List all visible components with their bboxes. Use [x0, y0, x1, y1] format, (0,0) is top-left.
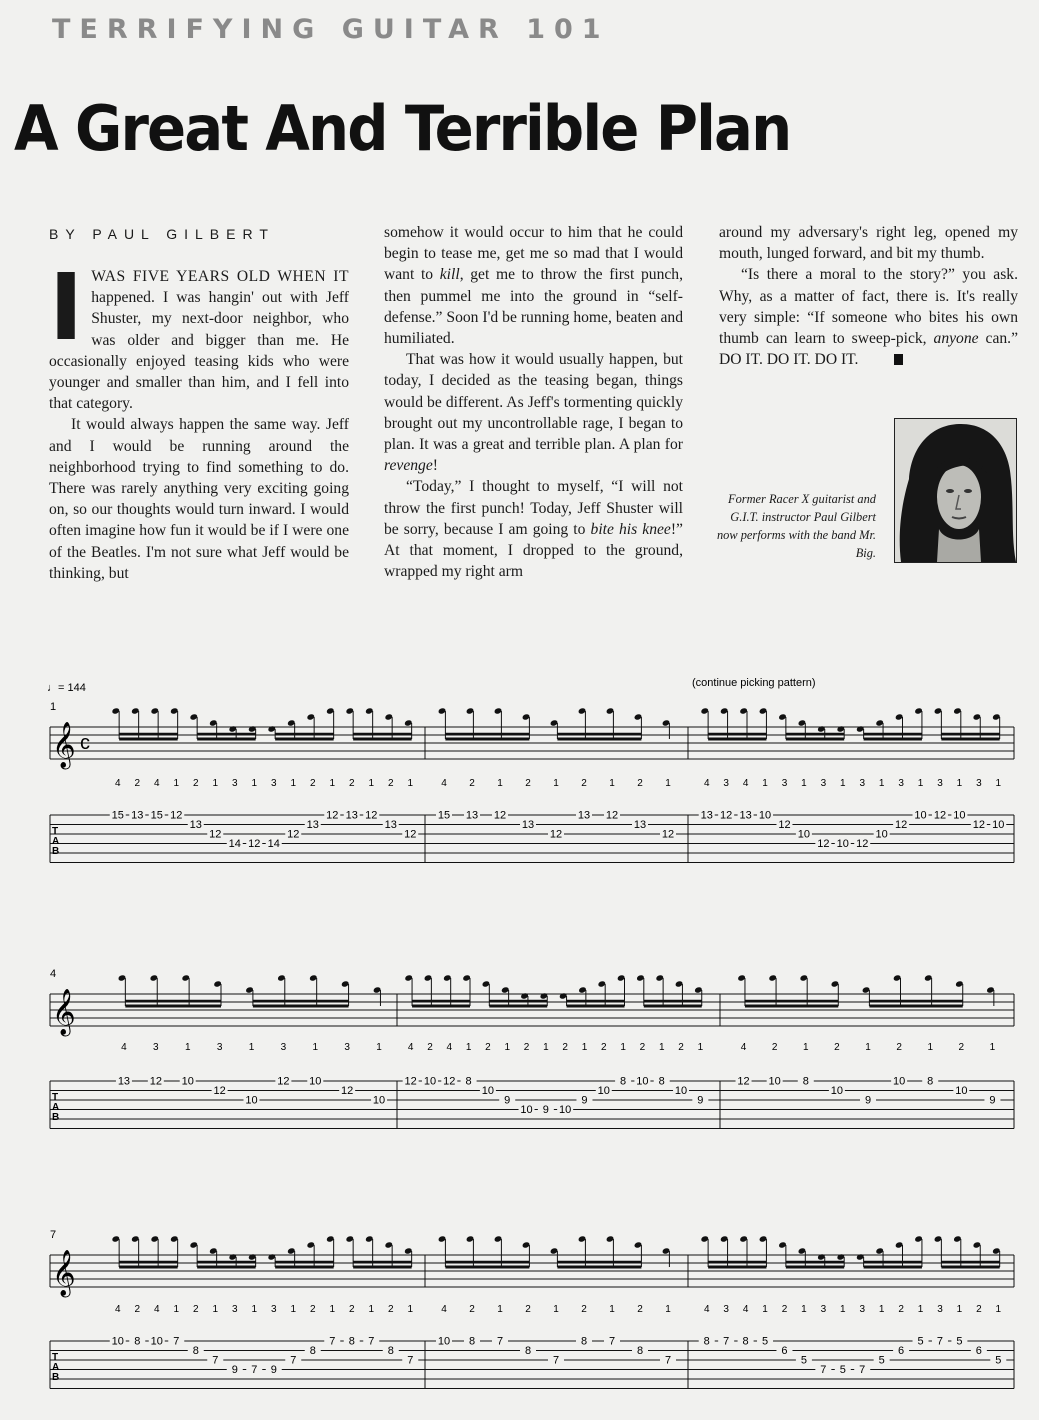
tab-fret-number: 14 — [228, 838, 241, 850]
fingering-number: 2 — [485, 1042, 491, 1053]
tab-fret-number: 7 — [251, 1364, 258, 1376]
tab-fret-number: 10 — [309, 1075, 322, 1088]
fingering-number: 1 — [801, 778, 807, 789]
tab-fret-number: 8 — [465, 1075, 472, 1088]
fingering-number: 1 — [290, 778, 297, 789]
fingering-number: 1 — [312, 1042, 319, 1053]
tab-fret-number: 12 — [894, 819, 908, 831]
fingering-number: 1 — [368, 1304, 375, 1315]
tab-fret-number: 6 — [975, 1345, 982, 1357]
tab-fret-number: 13 — [306, 819, 319, 831]
time-signature: c — [80, 732, 90, 754]
tab-fret-number: 7 — [820, 1364, 827, 1376]
tab-fret-number: 6 — [781, 1345, 788, 1357]
tab-fret-number: 8 — [348, 1335, 355, 1348]
paragraph-text: !” At that moment, I dropped to the ground, wrapped my right arm — [384, 520, 683, 581]
fingering-number: 1 — [878, 1304, 885, 1315]
tab-fret-number: 7 — [368, 1335, 375, 1348]
fingering-number: 1 — [212, 778, 219, 789]
tab-fret-number: 7 — [173, 1335, 180, 1348]
tab-fret-number: 12 — [856, 838, 869, 850]
fingering-number: 4 — [742, 778, 749, 789]
fingering-number: 1 — [251, 778, 258, 789]
paragraph-text: “Is there a moral to the story?” you ask. Why, as a matter of fact, there is. It's really very simple: “If someone who bites his own thumb can learn to sweep-pick, — [719, 266, 1018, 348]
fingering-number: 4 — [407, 1042, 414, 1053]
paragraph — [384, 349, 683, 476]
fingering-number: 2 — [834, 1042, 840, 1053]
tab-fret-number: 9 — [231, 1364, 238, 1376]
tab-fret-number: 13 — [633, 819, 647, 831]
tab-fret-number: 12 — [209, 828, 222, 841]
fingering-number: 4 — [446, 1042, 453, 1053]
tab-fret-number: 12 — [737, 1075, 750, 1088]
fingering-number: 4 — [153, 1304, 160, 1315]
drop-cap: I — [49, 254, 84, 361]
tab-fret-number: 10 — [597, 1085, 610, 1097]
tab-fret-number: 8 — [309, 1345, 316, 1357]
tab-fret-number: 7 — [664, 1354, 672, 1367]
emphasis: revenge — [384, 457, 433, 475]
fingering-number: 2 — [771, 1042, 778, 1053]
fingering-number: 2 — [581, 778, 587, 789]
fingering-number: 2 — [348, 1304, 355, 1315]
fingering-number: 3 — [231, 778, 238, 789]
fingering-number: 4 — [742, 1304, 749, 1315]
tab-fret-number: 8 — [742, 1335, 749, 1348]
tab-fret-number: 10 — [181, 1075, 194, 1088]
tab-fret-number: 8 — [927, 1075, 934, 1088]
tab-fret-number: 10 — [111, 1335, 124, 1348]
tab-fret-number: 15 — [150, 809, 163, 822]
tab-clef-letter: A — [52, 1362, 60, 1373]
fingering-number: 1 — [329, 1304, 336, 1315]
tab-fret-number: 12 — [720, 809, 733, 822]
tab-fret-number: 8 — [636, 1345, 644, 1357]
tab-fret-number: 13 — [700, 809, 713, 822]
fingering-number: 1 — [665, 1304, 671, 1315]
tab-fret-number: 5 — [761, 1335, 769, 1348]
photo-caption: Former Racer X guitarist and G.I.T. instructor Paul Gilbert now performs with the band Mr. Big. — [716, 492, 876, 560]
fingering-number: 2 — [678, 1042, 684, 1053]
tab-fret-number: 13 — [465, 809, 479, 822]
fingering-number: 2 — [192, 778, 199, 789]
article-title: A Great And Terrible Plan — [14, 92, 791, 165]
tab-fret-number: 12 — [213, 1085, 226, 1097]
emphasis: kill — [439, 266, 460, 284]
treble-clef-icon: 𝄞 — [52, 723, 76, 767]
tab-fret-number: 13 — [131, 809, 144, 822]
fingering-number: 1 — [762, 1304, 768, 1315]
tab-fret-number: 7 — [552, 1354, 560, 1367]
fingering-number: 2 — [387, 1304, 394, 1315]
fingering-number: 1 — [762, 778, 768, 789]
tab-fret-number: 10 — [953, 809, 966, 822]
fingering-number: 1 — [609, 778, 615, 789]
tab-fret-number: 9 — [504, 1094, 511, 1107]
tab-fret-number: 8 — [192, 1345, 199, 1357]
tab-fret-number: 10 — [520, 1104, 533, 1116]
measure-number: 1 — [50, 701, 57, 713]
emphasis: bite his knee — [590, 520, 671, 538]
tab-fret-number: 8 — [620, 1075, 627, 1088]
tab-fret-number: 12 — [404, 1075, 417, 1088]
tab-fret-number: 8 — [703, 1335, 710, 1348]
tab-fret-number: 12 — [549, 828, 563, 841]
fingering-number: 1 — [865, 1042, 871, 1053]
treble-clef-icon: 𝄞 — [52, 1251, 76, 1295]
tab-fret-number: 8 — [134, 1335, 141, 1348]
tab-fret-number: 10 — [559, 1104, 572, 1116]
tab-fret-number: 8 — [580, 1335, 588, 1348]
fingering-number: 2 — [976, 1304, 982, 1315]
byline: BY PAUL GILBERT — [49, 226, 275, 242]
tab-fret-number: 15 — [111, 809, 124, 822]
fingering-number: 3 — [859, 1304, 865, 1315]
tab-fret-number: 12 — [493, 809, 507, 822]
fingering-number: 1 — [290, 1304, 297, 1315]
tab-fret-number: 10 — [892, 1075, 906, 1088]
fingering-number: 2 — [898, 1304, 904, 1315]
tab-fret-number: 8 — [387, 1345, 394, 1357]
fingering-number: 1 — [173, 1304, 180, 1315]
fingering-number: 1 — [995, 1304, 1002, 1315]
fingering-number: 2 — [134, 778, 141, 789]
tab-fret-number: 12 — [404, 828, 417, 841]
tab-fret-number: 15 — [437, 809, 451, 822]
paragraph: It would always happen the same way. Jeff and I would be running around the neighborhood trying to find something to do. There was rarely anything very exciting going on, so our thoughts would turn inward. I would often imagine how fun it would be if I were one of the Beatles. I'm not sure what Jeff would be thinking, but — [49, 416, 349, 582]
tab-fret-number: 8 — [802, 1075, 809, 1088]
section-kicker: TERRIFYING GUITAR 101 — [52, 14, 610, 45]
fingering-number: 1 — [989, 1042, 996, 1053]
tab-fret-number: 12 — [778, 819, 791, 831]
fingering-number: 1 — [497, 778, 503, 789]
tab-fret-number: 7 — [329, 1335, 336, 1348]
fingering-number: 1 — [609, 1304, 615, 1315]
fingering-number: 4 — [441, 778, 447, 789]
paragraph-text: , get me to throw the first punch, then pummel me into the ground in “self-defense.” Soon I'd be running home, beaten and humiliated. — [384, 266, 683, 348]
fingering-number: 1 — [956, 1304, 963, 1315]
tab-fret-number: 7 — [496, 1335, 504, 1348]
fingering-number: 4 — [114, 1304, 121, 1315]
tab-clef-letter: B — [52, 1372, 60, 1383]
fingering-number: 3 — [153, 1042, 159, 1053]
fingering-number: 1 — [329, 778, 336, 789]
tab-fret-number: 5 — [995, 1354, 1002, 1367]
tab-fret-number: 10 — [437, 1335, 451, 1348]
fingering-number: 1 — [553, 1304, 559, 1315]
tab-fret-number: 5 — [878, 1354, 885, 1367]
tab-fret-number: 10 — [481, 1085, 495, 1097]
treble-clef-icon: 𝄞 — [52, 990, 76, 1034]
tab-fret-number: 10 — [636, 1075, 649, 1088]
fingering-number: 1 — [407, 1304, 414, 1315]
author-photo — [894, 418, 1017, 563]
fingering-number: 2 — [192, 1304, 199, 1315]
fingering-number: 3 — [937, 1304, 943, 1315]
paragraph-text: can.” DO IT. DO IT. DO IT. — [719, 330, 1019, 369]
fingering-number: 1 — [840, 1304, 846, 1315]
tab-fret-number: 12 — [170, 809, 183, 822]
fingering-number: 1 — [184, 1042, 191, 1053]
fingering-number: 2 — [309, 778, 316, 789]
fingering-number: 2 — [525, 1304, 531, 1315]
tab-fret-number: 12 — [277, 1075, 290, 1088]
tab-fret-number: 12 — [605, 809, 619, 822]
tab-fret-number: 12 — [972, 819, 985, 831]
tab-fret-number: 14 — [267, 838, 280, 850]
fingering-number: 3 — [781, 778, 788, 789]
fingering-number: 1 — [840, 778, 846, 789]
music-notation — [0, 660, 1039, 1410]
tab-fret-number: 10 — [372, 1094, 386, 1107]
article-column-1 — [49, 254, 349, 584]
fingering-number: 3 — [216, 1042, 223, 1053]
tab-fret-number: 10 — [830, 1085, 844, 1097]
end-mark-icon — [894, 354, 903, 365]
paragraph — [384, 222, 683, 349]
tempo-marking: ♩= 144 — [47, 682, 86, 694]
tab-fret-number: 12 — [326, 809, 339, 822]
fingering-number: 1 — [801, 1304, 807, 1315]
fingering-number: 4 — [740, 1042, 747, 1053]
fingering-number: 1 — [251, 1304, 258, 1315]
tab-fret-number: 7 — [290, 1354, 297, 1367]
fingering-number: 1 — [465, 1042, 472, 1053]
tab-fret-number: 5 — [917, 1335, 924, 1348]
notation-area — [0, 660, 1039, 1415]
tab-fret-number: 7 — [859, 1364, 866, 1376]
fingering-number: 1 — [620, 1042, 626, 1053]
fingering-number: 1 — [212, 1304, 219, 1315]
paragraph-text: somehow it would occur to him that he could begin to tease me, get me so mad that I would want to — [384, 224, 683, 284]
lead-in-caps: WAS FIVE YEARS OLD WHEN IT — [91, 268, 349, 285]
tab-fret-number: 12 — [443, 1075, 456, 1088]
tab-fret-number: 12 — [933, 809, 947, 822]
fingering-number: 2 — [309, 1304, 316, 1315]
fingering-number: 2 — [348, 778, 355, 789]
paragraph — [384, 476, 683, 582]
fingering-number: 3 — [937, 778, 943, 789]
fingering-number: 1 — [802, 1042, 809, 1053]
article-column-2 — [384, 222, 683, 582]
fingering-number: 3 — [859, 778, 865, 789]
tab-fret-number: 7 — [608, 1335, 616, 1348]
fingering-number: 3 — [270, 778, 277, 789]
tab-fret-number: 8 — [658, 1075, 665, 1088]
fingering-number: 2 — [637, 778, 643, 789]
tab-clef-letter: T — [52, 1092, 59, 1103]
tab-fret-number: 10 — [836, 838, 849, 850]
fingering-number: 1 — [917, 778, 924, 789]
fingering-number: 2 — [427, 1042, 433, 1053]
fingering-number: 2 — [781, 1304, 788, 1315]
fingering-number: 2 — [896, 1042, 902, 1053]
tab-fret-number: 10 — [150, 1335, 163, 1348]
tab-fret-number: 7 — [407, 1354, 414, 1367]
tab-clef-letter: B — [52, 846, 60, 857]
fingering-number: 1 — [956, 778, 963, 789]
paragraph-text: That was how it would usually happen, but today, I decided as the teasing began, things would be different. As Jeff's tormenting quickly brought out my uncontrollable rage, I began to plan. It was a great and terrible plan. A plan for — [384, 351, 683, 454]
tab-clef-letter: A — [52, 836, 60, 847]
fingering-number: 2 — [639, 1042, 646, 1053]
tab-fret-number: 9 — [270, 1364, 277, 1376]
fingering-number: 1 — [376, 1042, 382, 1053]
tab-fret-number: 10 — [797, 828, 811, 841]
fingering-number: 4 — [121, 1042, 127, 1053]
fingering-number: 2 — [581, 1304, 587, 1315]
tab-fret-number: 12 — [248, 838, 261, 850]
tab-fret-number: 8 — [468, 1335, 476, 1348]
fingering-number: 4 — [703, 1304, 710, 1315]
fingering-number: 3 — [723, 778, 729, 789]
emphasis: anyone — [933, 330, 979, 348]
fingering-number: 1 — [368, 778, 375, 789]
tab-fret-number: 5 — [839, 1364, 846, 1376]
tab-fret-number: 5 — [800, 1354, 807, 1367]
tab-clef-letter: B — [52, 1112, 60, 1123]
tab-fret-number: 12 — [149, 1075, 162, 1088]
tab-fret-number: 6 — [898, 1345, 905, 1357]
tab-clef-letter: T — [52, 826, 59, 837]
tab-fret-number: 9 — [864, 1094, 872, 1107]
fingering-number: 3 — [976, 778, 982, 789]
fingering-number: 2 — [469, 1304, 475, 1315]
tab-fret-number: 12 — [817, 838, 830, 850]
fingering-number: 1 — [248, 1042, 255, 1053]
fingering-number: 4 — [153, 778, 160, 789]
tab-fret-number: 13 — [117, 1075, 131, 1088]
paragraph: around my adversary's right leg, opened my mouth, lunged forward, and bit my thumb. — [719, 224, 1018, 263]
paragraph-text: ! — [432, 457, 438, 475]
fingering-number: 3 — [820, 778, 827, 789]
fingering-number: 1 — [697, 1042, 704, 1053]
fingering-number: 1 — [504, 1042, 510, 1053]
tab-fret-number: 10 — [245, 1094, 258, 1107]
tab-fret-number: 10 — [875, 828, 888, 841]
fingering-number: 3 — [898, 778, 904, 789]
fingering-number: 2 — [637, 1304, 643, 1315]
fingering-number: 2 — [601, 1042, 607, 1053]
tab-fret-number: 12 — [341, 1085, 354, 1097]
fingering-number: 1 — [665, 778, 671, 789]
fingering-number: 2 — [469, 778, 475, 789]
fingering-number: 1 — [658, 1042, 665, 1053]
fingering-number: 3 — [231, 1304, 238, 1315]
tab-fret-number: 12 — [287, 828, 300, 841]
tab-fret-number: 7 — [936, 1335, 944, 1348]
picking-instruction: (continue picking pattern) — [692, 677, 816, 689]
fingering-number: 1 — [173, 778, 180, 789]
fingering-number: 1 — [927, 1042, 934, 1053]
fingering-number: 2 — [523, 1042, 530, 1053]
tab-fret-number: 8 — [524, 1345, 532, 1357]
fingering-number: 2 — [562, 1042, 568, 1053]
fingering-number: 3 — [280, 1042, 287, 1053]
tab-fret-number: 13 — [345, 809, 358, 822]
fingering-number: 1 — [917, 1304, 924, 1315]
paragraph — [719, 264, 1018, 370]
tab-fret-number: 13 — [189, 819, 202, 831]
tab-clef-letter: A — [52, 1102, 60, 1113]
fingering-number: 4 — [703, 778, 710, 789]
fingering-number: 3 — [344, 1042, 350, 1053]
fingering-number: 3 — [820, 1304, 827, 1315]
tab-fret-number: 10 — [955, 1085, 968, 1097]
article-column-3 — [719, 222, 1018, 370]
tab-fret-number: 7 — [212, 1354, 219, 1367]
fingering-number: 4 — [114, 778, 121, 789]
fingering-number: 2 — [958, 1042, 965, 1053]
tab-fret-number: 12 — [661, 828, 675, 841]
fingering-number: 1 — [995, 778, 1002, 789]
tab-fret-number: 13 — [739, 809, 752, 822]
tab-fret-number: 12 — [365, 809, 378, 822]
author-portrait-image — [895, 419, 1016, 562]
fingering-number: 1 — [581, 1042, 588, 1053]
fingering-number: 3 — [723, 1304, 729, 1315]
fingering-number: 4 — [441, 1304, 447, 1315]
fingering-number: 3 — [270, 1304, 277, 1315]
measure-number: 4 — [50, 968, 57, 980]
tab-fret-number: 10 — [914, 809, 927, 822]
tab-fret-number: 10 — [674, 1085, 688, 1097]
paragraph-text: “Today,” I thought to myself, “I will not throw the first punch! Today, Jeff Shuster will be sorry, because I am going to — [384, 478, 683, 538]
tab-clef-letter: T — [52, 1352, 59, 1363]
tab-fret-number: 10 — [768, 1075, 781, 1088]
measure-number: 7 — [50, 1229, 57, 1241]
tab-fret-number: 9 — [542, 1104, 549, 1116]
fingering-number: 2 — [525, 778, 531, 789]
fingering-number: 1 — [407, 778, 414, 789]
fingering-number: 1 — [878, 778, 885, 789]
fingering-number: 1 — [497, 1304, 503, 1315]
tab-fret-number: 7 — [723, 1335, 730, 1348]
tab-fret-number: 9 — [697, 1094, 704, 1107]
tab-fret-number: 9 — [581, 1094, 588, 1107]
fingering-number: 1 — [543, 1042, 549, 1053]
tab-fret-number: 5 — [956, 1335, 963, 1348]
tab-fret-number: 9 — [989, 1094, 996, 1107]
fingering-number: 2 — [134, 1304, 141, 1315]
tab-fret-number: 13 — [577, 809, 591, 822]
tab-fret-number: 13 — [384, 819, 397, 831]
tab-fret-number: 10 — [992, 819, 1005, 831]
tab-fret-number: 10 — [758, 809, 772, 822]
tab-fret-number: 10 — [423, 1075, 437, 1088]
paragraph-text: happened. I was hangin' out with Jeff Shuster, my next-door neighbor, who was older and bigger than me. He occasionally enjoyed teasing kids who were younger and smaller than him, and I fell into that category. — [49, 289, 349, 413]
tab-fret-number: 13 — [521, 819, 535, 831]
fingering-number: 1 — [553, 778, 559, 789]
paragraph — [49, 254, 349, 414]
fingering-number: 2 — [387, 778, 394, 789]
